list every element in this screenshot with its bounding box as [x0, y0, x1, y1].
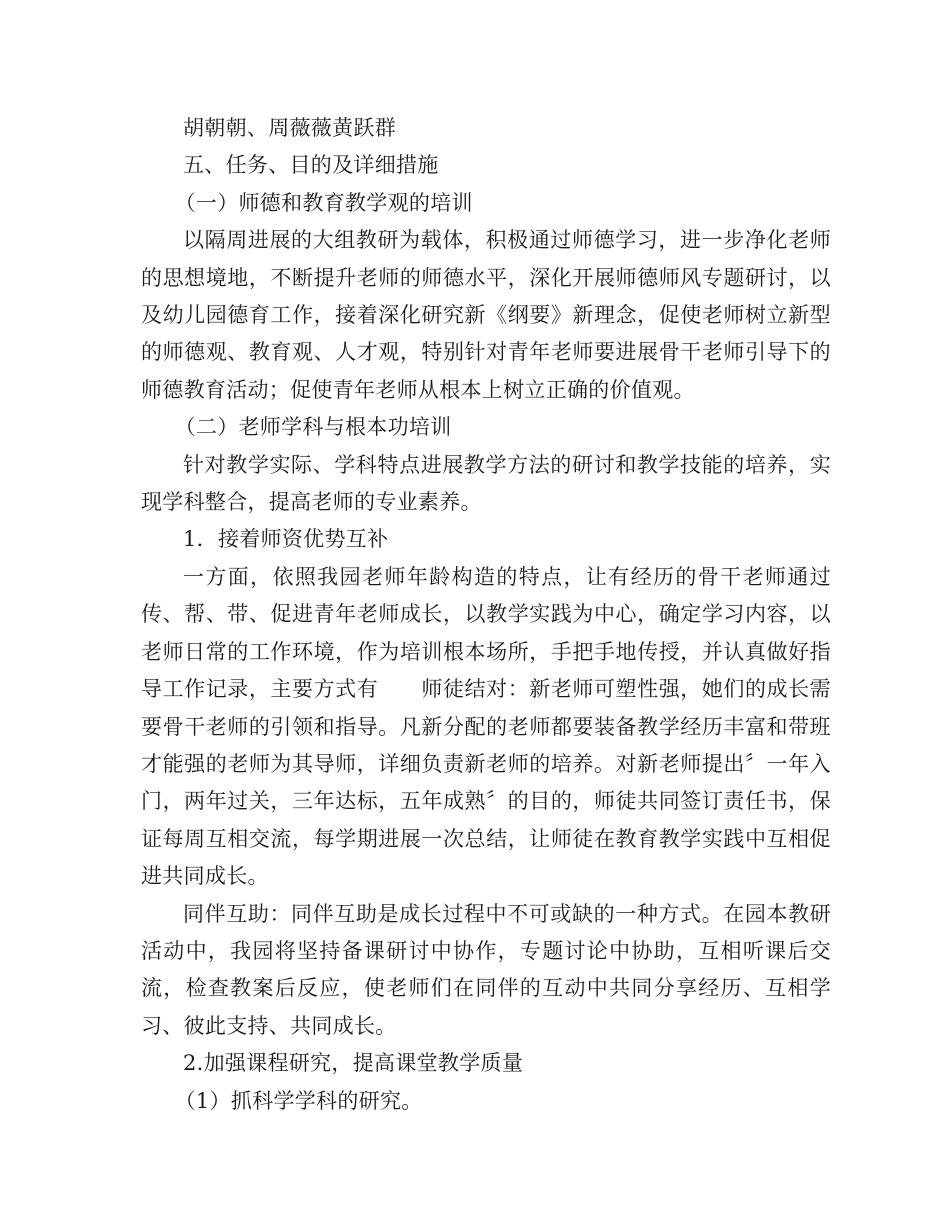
sub-item-heading-1: （1）抓科学学科的研究。	[174, 1088, 423, 1113]
item-heading-2: 2.加强课程研究，提高课堂教学质量	[183, 1051, 524, 1076]
paragraph-names: 胡朝朝、周薇薇黄跃群	[183, 116, 396, 140]
document-body	[141, 110, 831, 1120]
subsection-heading-1: （一）师德和教育教学观的培训	[174, 190, 473, 215]
paragraph-peer-support: 同伴互助：同伴互助是成长过程中不可或缺的一种方式。在园本教研活动中，我园将坚持备课研讨中协作，专题讨论中协助，互相听课后交流，检查教案后反应，使老师们在同伴的互动中共同分享经历、互相学习、彼此支持、共同成长。	[141, 901, 831, 1038]
item-heading-1: 1．接着师资优势互补	[183, 527, 389, 552]
paragraph-mentoring: 一方面，依照我园老师年龄构造的特点，让有经历的骨干老师通过传、帮、带、促进青年老师成长，以教学实践为中心，确定学习内容，以老师日常的工作环境，作为培训根本场所，手把手地传授，并认真做好指导工作记录，主要方式有 师徒结对：新老师可塑性强，她们的成长需要骨干老师的引领和指导。凡新分配的老师都要装备教学经历丰富和带班才能强的老师为其导师，详细负责新老师的培养。对新老师提出〞一年入门，两年过关，三年达标，五年成熟〞的目的，师徒共同签订责任书，保证每周互相交流，每学期进展一次总结，让师徒在教育教学实践中互相促进共同成长。	[141, 564, 831, 889]
paragraph-teaching-methods: 针对教学实际、学科特点进展教学方法的研讨和教学技能的培养，实现学科整合，提高老师的专业素养。	[141, 452, 831, 515]
subsection-heading-2: （二）老师学科与根本功培训	[174, 415, 452, 440]
paragraph-ethics-training: 以隔周进展的大组教研为载体，积极通过师德学习，进一步净化老师的思想境地，不断提升老师的师德水平，深化开展师德师风专题研讨，以及幼儿园德育工作，接着深化研究新《纲要》新理念，促使老师树立新型的师德观、教育观、人才观，特别针对青年老师要进展骨干老师引导下的师德教育活动；促使青年老师从根本上树立正确的价值观。	[141, 228, 831, 402]
section-heading-5: 五、任务、目的及详细措施	[183, 153, 439, 178]
